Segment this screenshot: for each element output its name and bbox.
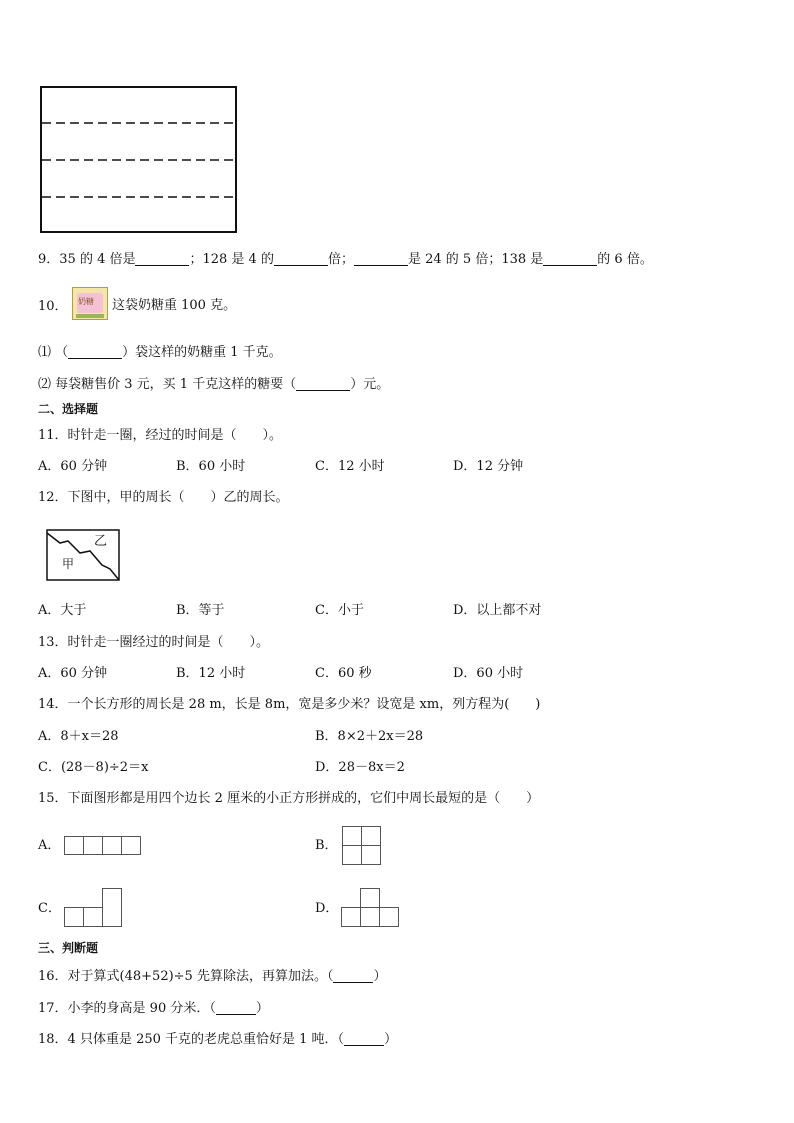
option-a[interactable]: A．60 分钟 [38,666,108,681]
option-a[interactable]: A．60 分钟 [38,459,108,474]
option-b[interactable]: B．等于 [176,603,225,618]
option-c[interactable]: C．12 小时 [315,459,385,474]
option-d[interactable]: D．28－8x＝2 [315,760,405,775]
question-18: 18．4 只体重是 250 千克的老虎总重恰好是 1 吨．（ ） [38,1032,398,1047]
question-9: 9．35 的 4 倍是 ；128 是 4 的 倍； 是 24 的 5 倍；138 是 的 6 倍。 [38,252,653,267]
jia-yi-figure [46,529,120,581]
option-d[interactable]: D．60 小时 [453,666,524,681]
question-13-stem: 13．时针走一圈经过的时间是（ ）。 [38,635,270,650]
option-d[interactable]: D．以上都不对 [453,603,542,618]
question-10-number: 10． [38,299,68,314]
dashed-rectangle-figure [40,86,238,234]
option-c[interactable]: C．60 秒 [315,666,372,681]
label-yi: 乙 [94,534,108,549]
candy-bag-icon: 奶糖 [72,287,108,320]
option-d[interactable]: D． [315,901,339,916]
answer-blank[interactable] [344,1032,384,1046]
question-12-stem: 12．下图中，甲的周长（ ）乙的周长。 [38,490,289,505]
question-11-stem: 11．时针走一圈，经过的时间是（ ）。 [38,428,283,443]
question-17: 17．小李的身高是 90 分米．（ ） [38,1001,269,1016]
label-jia: 甲 [62,557,75,571]
question-16: 16．对于算式(48+52)÷5 先算除法，再算加法。（ ） [38,969,387,984]
section-heading-choice: 二、选择题 [38,402,99,416]
option-b[interactable]: B．60 小时 [176,459,246,474]
answer-blank[interactable] [216,1001,256,1015]
option-b[interactable]: B． [315,838,338,853]
question-14-stem: 14．一个长方形的周长是 28 m，长是 8m，宽是多少米？设宽是 xm，列方程为( ) [38,697,541,712]
option-c[interactable]: C．小于 [315,603,364,618]
option-b[interactable]: B．8×2＋2x＝28 [315,729,424,744]
question-15-stem: 15．下面图形都是用四个边长 2 厘米的小正方形拼成的，它们中周长最短的是（ ） [38,791,540,806]
option-c[interactable]: C．(28－8)÷2＝x [38,760,149,775]
option-a[interactable]: A．8＋x＝28 [38,729,119,744]
answer-blank[interactable] [135,252,189,266]
option-a[interactable]: A． [38,838,61,853]
shape-d-t[interactable] [341,888,401,928]
option-d[interactable]: D．12 分钟 [453,459,524,474]
answer-blank[interactable] [354,252,408,266]
question-10-text: 这袋奶糖重 100 克。 [112,298,237,313]
answer-blank[interactable] [68,345,122,359]
option-c[interactable]: C． [38,901,61,916]
question-10-sub2: ⑵ 每袋糖售价 3 元，买 1 千克这样的糖要（ ）元。 [38,377,390,392]
answer-blank[interactable] [296,377,350,391]
shape-a-four-in-row[interactable] [64,836,142,856]
answer-blank[interactable] [274,252,328,266]
answer-blank[interactable] [543,252,597,266]
answer-blank[interactable] [333,969,373,983]
shape-b-square[interactable] [342,826,382,866]
shape-c-l[interactable] [64,888,124,928]
question-10-sub1: ⑴ （ ）袋这样的奶糖重 1 千克。 [38,345,282,360]
option-b[interactable]: B．12 小时 [176,666,246,681]
section-heading-judge: 三、判断题 [38,941,99,955]
option-a[interactable]: A．大于 [38,603,87,618]
